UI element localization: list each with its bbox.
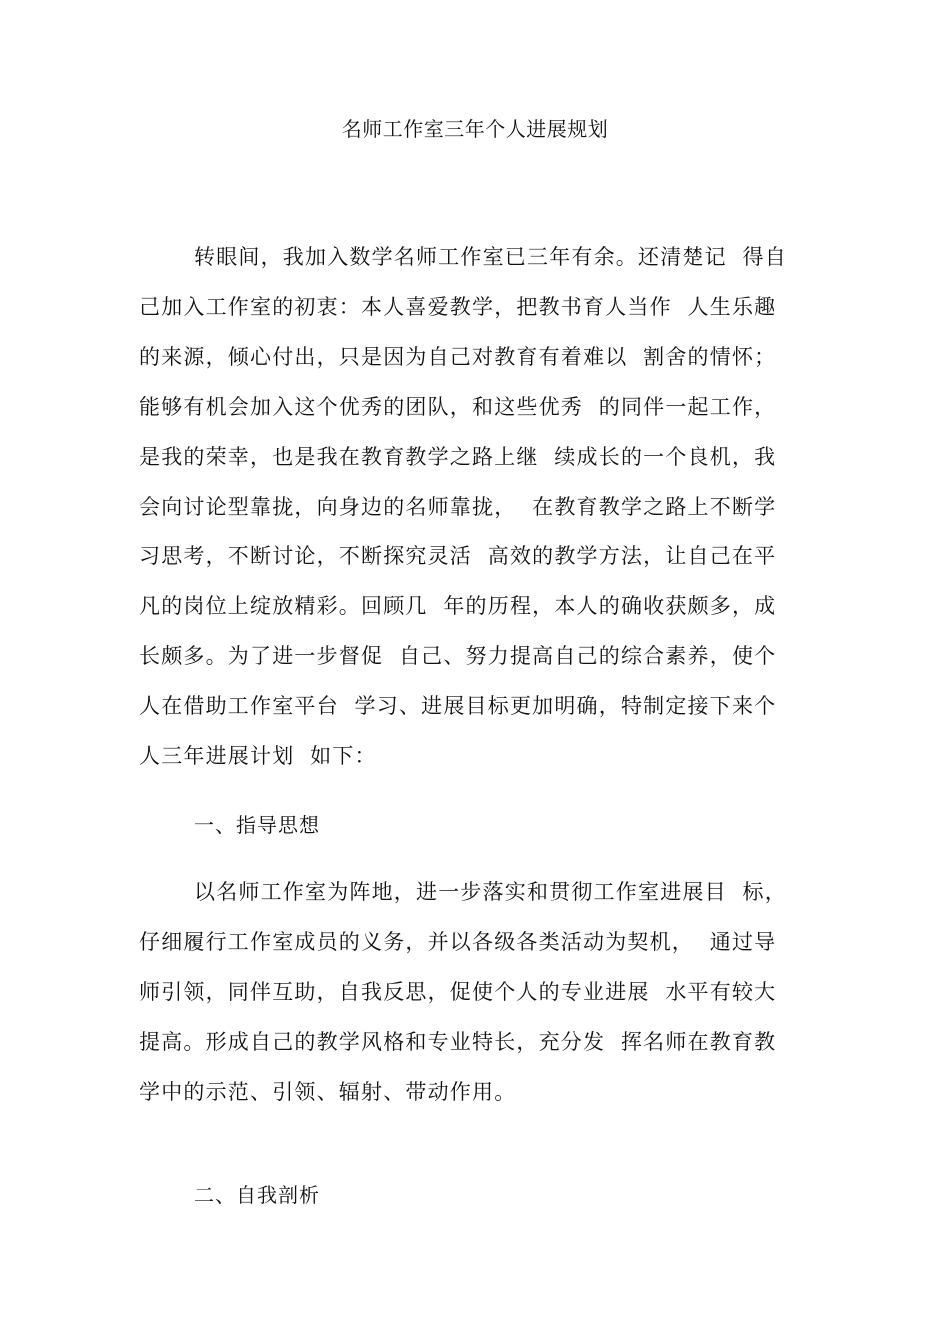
intro-line: 会向讨论型靠拢，向身边的名师靠拢， 在教育教学之路上不断学 <box>139 495 777 519</box>
section1-line: 仔细履行工作室成员的义务，并以各级各类活动为契机， 通过导 <box>139 930 777 954</box>
section1-line: 学中的示范、引领、辐射、带动作用。 <box>139 1080 517 1104</box>
section1-line: 以名师工作室为阵地，进一步落实和贯彻工作室进展目 标， <box>194 880 787 904</box>
intro-line: 的来源，倾心付出，只是因为自己对教育有着难以 割舍的情怀； <box>139 345 777 369</box>
section1-line: 师引领，同伴互助，自我反思，促使个人的专业进展 水平有较大 <box>139 980 777 1004</box>
intro-line: 人三年进展计划 如下： <box>139 744 377 768</box>
intro-line: 习思考，不断讨论，不断探究灵活 高效的教学方法，让自己在平 <box>139 544 777 568</box>
intro-line: 转眼间，我加入数学名师工作室已三年有余。还清楚记 得自 <box>194 245 787 269</box>
section1-line: 提高。形成自己的教学风格和专业特长，充分发 挥名师在教育教 <box>139 1030 777 1054</box>
section-heading-self-analysis: 二、自我剖析 <box>194 1183 320 1207</box>
section-heading-guiding-ideology: 一、指导思想 <box>194 813 320 837</box>
intro-line: 人在借助工作室平台 学习、进展目标更加明确，特制定接下来个 <box>139 694 777 718</box>
intro-line: 是我的荣幸，也是我在教育教学之路上继 续成长的一个良机，我 <box>139 445 777 469</box>
intro-line: 己加入工作室的初衷：本人喜爱教学，把教书育人当作 人生乐趣 <box>139 295 777 319</box>
intro-line: 长颇多。为了进一步督促 自己、努力提高自己的综合素养，使个 <box>139 644 777 668</box>
document-title: 名师工作室三年个人进展规划 <box>341 117 609 141</box>
intro-line: 能够有机会加入这个优秀的团队，和这些优秀 的同伴一起工作， <box>139 395 777 419</box>
intro-line: 凡的岗位上绽放精彩。回顾几 年的历程，本人的确收获颇多，成 <box>139 594 777 618</box>
